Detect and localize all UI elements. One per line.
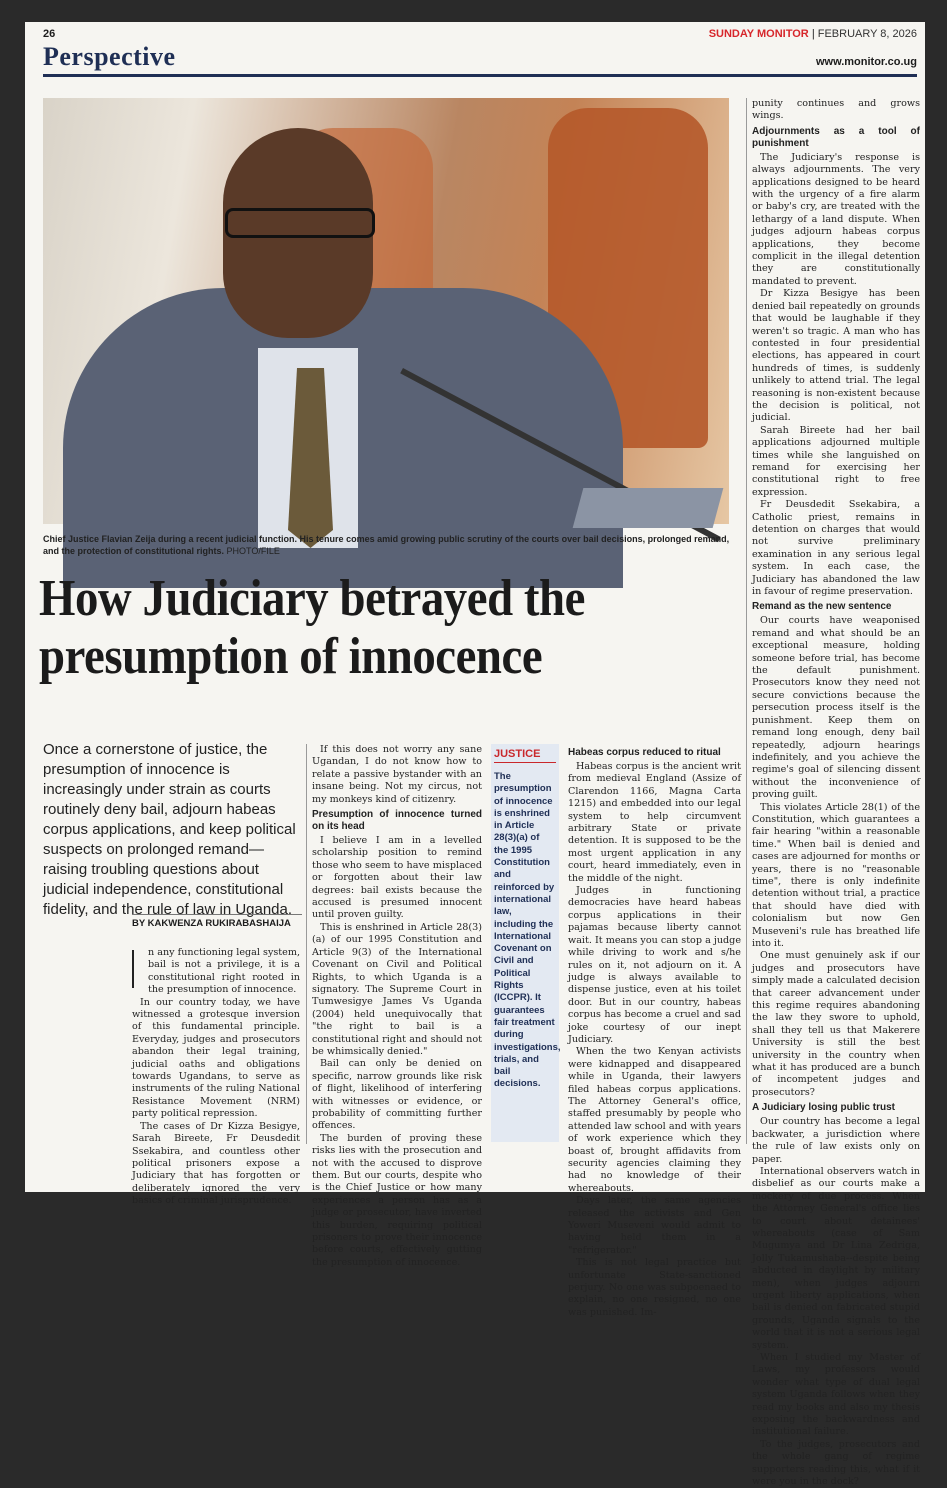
page-number: 26: [43, 28, 56, 40]
article-column-1: n any functioning legal system, bail is not a privilege, it is a constitutional right rooted in the presumption of innocence. In our country today, we have witnessed a grotesque inversion of this fundamental principle. Everyday, judges and prosecutors abandon their legal training, judicial oaths and obligations towards Ugandans, to serve as instruments of the ruling National Resistance Movement (NRM) party political repression. The cases of Dr Kizza Besigye, Sarah Bireete, Fr Deusdedit Ssekabira, and countless other political prisoners expose a Judiciary that has forgotten or deliberately ignored the very basics of criminal jurisprudence.: [132, 947, 300, 1207]
drop-cap: [132, 950, 144, 988]
article-photo: [43, 98, 729, 524]
website-link[interactable]: www.monitor.co.ug: [815, 56, 917, 68]
article-column-3: Habeas corpus reduced to ritual Habeas corpus is the ancient writ from medieval England (Assize of Clarendon 1166, Magna Carta 1215) and embedded into our legal system to help circumvent arbitrary State or private detention. It is supposed to be the most urgent application in any court, heard immediately, even in the middle of the night. Judges in functioning democracies have heard habeas corpus applications in their pajamas because liberty cannot wait. It means you can stop a judge while driving to work and s/he rules on it, not adjourn on it. A judge is always available to dispense justice, even at his toilet door. But in our country, habeas corpus has become a cruel and sad joke courtesy of our inept Judiciary. When the two Kenyan activists were kidnapped and disappeared while in Uganda, their lawyers filed habeas corpus applications. The Attorney General's office, staffed presumably by people who attended law school and with years of work experience which they boast of, brought affidavits from security agencies claiming they had no knowledge of their whereabouts. Days later, the same agencies released the activists and Gen Yoweri Museveni would admit to having held them in a "refrigerator." This is not legal practice but unfortunate State-sanctioned perjury. No one was subpoenaed to explain, no one resigned, no one was punished. Im-: [568, 747, 741, 1318]
standfirst: Once a cornerstone of justice, the presumption of innocence is increasingly under strain as courts routinely deny bail, adjourn habeas corpus applications, and keep political suspects on prolonged remand—raising troubling questions about judicial independence, constitutional fidelity, and the rule of law in Uganda.: [43, 741, 296, 918]
section-title: Perspective: [43, 42, 176, 71]
subheading: A Judiciary losing public trust: [752, 1102, 895, 1114]
photo-credit: PHOTO/FILE: [226, 546, 280, 556]
headline: How Judiciary betrayed the presumption of innocence: [39, 570, 585, 685]
fact-box: [491, 744, 559, 1142]
newspaper-page: [25, 22, 925, 1488]
subheading: Remand as the new sentence: [752, 601, 892, 613]
byline: BY KAKWENZA RUKIRABASHAIJA: [132, 914, 302, 930]
subheading: Presumption of innocence turned on its head: [312, 809, 482, 833]
separator: |: [811, 28, 818, 40]
article-column-4: punity continues and grows wings. Adjournments as a tool of punishment The Judiciary's response is always adjournments. The very applications designed to be heard with the urgency of a fire alarm or baby's cry, are treated with the lethargy of a land dispute. When judges adjourn habeas corpus applications, they become complicit in the illegal detention they are constitutionally mandated to prevent. Dr Kizza Besigye has been denied bail repeatedly on grounds that would be laughable if they weren't so tragic. A man who has contested in four presidential elections, has appeared in court hundreds of times, is suddenly unlikely to attend trial. The legal reasoning is non-existent because the decision is political, not judicial. Sarah Bireete had her bail applications adjourned multiple times while she languished on remand for exercising her constitutional right to free expression. Fr Deusdedit Ssekabira, a Catholic priest, remains in detention on charges that would not survive preliminary examination in any serious legal system. In each case, the Judiciary has abandoned the law in favour of regime preservation. Remand as the new sentence Our courts have weaponised remand and what should be an exceptional measure, holding someone before trial, has become the default punishment. Prosecutors know they need not secure convictions because the persecution process itself is the punishment. Keep them on remand long enough, deny bail repeatedly, adjourn hearings indefinitely, and you achieve the regime's goal of silencing dissent without the inconvenience of proving guilt. This violates Article 28(1) of the Constitution, which guarantees a fair hearing "within a reasonable time." When bail is denied and cases are adjourned for months or years, there is no "reasonable time", there is only indefinite detention without trial, a practice that should have died with colonialism but now Gen Museveni's rule has breathed life into it. One must genuinely ask if our judges and prosecutors have simply made a calculated decision that career advancement under this regime requires abandoning the law they swore to uphold, shall they tell us that Makerere University is still the best university in the country when what it has produced are a bunch of incompetent judges and prosecutors? A Judiciary losing public trust Our country has become a legal backwater, a jurisdiction where the rule of law exists only on paper. International observers watch in disbelief as our courts make a mockery of due process. When the Attorney General's office lies to court about detainees' whereabouts (case of Sam Mugumya and Dr Lina Zedriga, Jolly Tukamushaba--despite being abducted in daylight by military men), when judges adjourn urgent liberty applications, when bail is denied on fabricated stupid grounds, Uganda signals to the world that it is not a serious legal system. When I studied my Master of Laws, my professors would wonder what type of dual legal system Uganda follows when they read my books and also my thesis exposing the backwardness and institutional failure. To the judges, prosecutors and the whole gang of regime supporters reading this, what if it were you in the dock?: [752, 98, 920, 1488]
subheading: Habeas corpus reduced to ritual: [568, 747, 721, 758]
fact-box-body: The presumption of innocence is enshrined in Article 28(3)(a) of the 1995 Constitution and reinforced by international law, including the International Covenant on Civil and Political Rights (ICCPR). It guarantees fair treatment during investigations, trials, and bail decisions.: [494, 771, 561, 1090]
fact-box-title: JUSTICE: [494, 748, 556, 763]
header-rule: [43, 74, 917, 77]
issue-date: FEBRUARY 8, 2026: [817, 28, 917, 40]
article-column-2: If this does not worry any sane Ugandan, I do not know how to relate a passive bystander with an insane being. Not my circus, not my monkeys kind of citizenry. Presumption of innocence turned on its head I believe I am in a levelled scholarship position to remind those who seem to have misplaced or forgotten about their law degrees: bail exists because the accused is presumed innocent until proven guilty. This is enshrined in Article 28(3)(a) of our 1995 Constitution and Article 9(3) of the International Covenant on Civil and Political Rights, to which Uganda is a signatory. The Supreme Court in Tumwesigye James Vs Uganda (2004) held unequivocally that "the right to bail is a constitutional right and should not be whimsically denied." Bail can only be denied on specific, narrow grounds like risk of flight, likelihood of interfering with witnesses or evidence, or probability of committing further offences. The burden of proving these risks lies with the prosecution and not with the accused to disprove them. But our courts, despite who is the Chief Justice or how many experiences a person has as a judge or prosecutor, have inverted this burden, requiring political prisoners to prove their innocence before courts, effectively gutting the presumption of innocence.: [312, 744, 482, 1268]
photo-caption: Chief Justice Flavian Zeija during a recent judicial function. His tenure comes amid growing public scrutiny of the courts over bail decisions, prolonged remand, and the protection of constitutional rights. PHOTO/FILE: [43, 534, 730, 556]
masthead-info: [709, 28, 917, 40]
subheading: Adjournments as a tool of punishment: [752, 125, 920, 149]
brand-name: SUNDAY MONITOR: [708, 28, 809, 40]
